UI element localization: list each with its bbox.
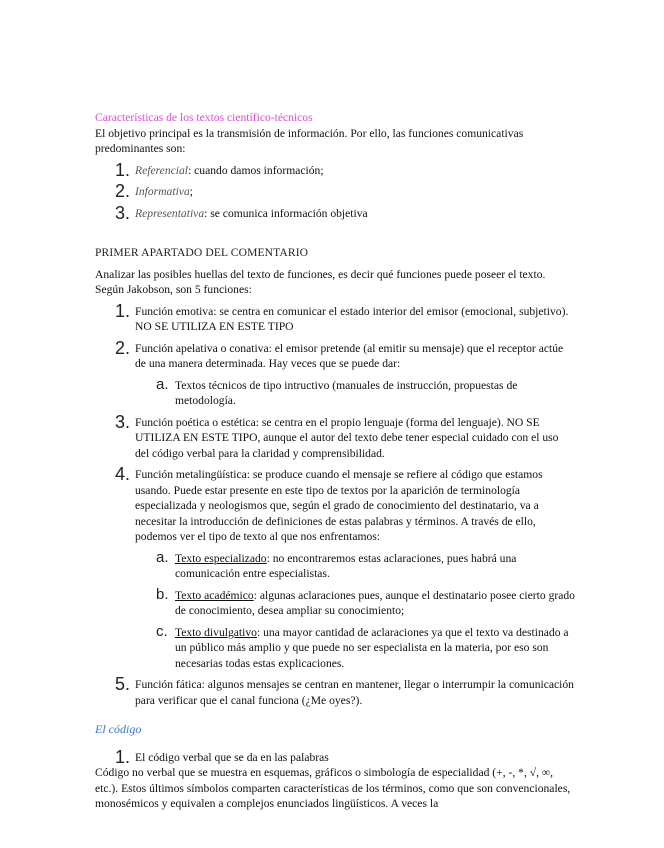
list-text: Función metalingüística: se produce cuando el mensaje se refiere al código que estamos usando. Puede estar presente en este tipo de textos por la aparición de terminología especializada y neologismos que, según el grado de conocimiento del destinatario, va a necesitar la introducción de definiciones de estas palabras y términos. A través de ello, podemos ver el tipo de texto al que nos enfrentamos:	[135, 468, 543, 543]
list-text: Función fática: algunos mensajes se centran en mantener, llegar o interrumpir la comunicación para verificar que el canal funciona (¿Me oyes?).	[135, 678, 574, 707]
list-number: 5.	[115, 674, 131, 694]
sub-list-letter: b.	[156, 585, 169, 603]
list-number: 2.	[115, 337, 131, 358]
sub-list-letter: a.	[156, 375, 169, 393]
section-intro: Analizar las posibles huellas del texto de funciones, es decir qué funciones puede poseer el texto. Según Jakobson, son 5 funciones:	[95, 267, 546, 296]
list-term: Representativa	[135, 206, 205, 220]
sub-list-letter: c.	[156, 622, 168, 640]
list-text: Función emotiva: se centra en comunicar el estado interior del emisor (emocional, subjetivo). NO SE UTILIZA EN ESTE TIPO	[135, 304, 569, 333]
list-number: 1.	[115, 300, 131, 321]
sub-list-term: Texto especializado	[175, 551, 267, 565]
list-text: ;	[189, 185, 193, 198]
document-body	[95, 110, 575, 812]
list-number: 2.	[115, 181, 131, 201]
list-item	[95, 746, 575, 767]
body-paragraph: Código no verbal que se muestra en esquemas, gráficos o simbología de especialidad (+, -, *, √, ∞, etc.). Estos últimos símbolos comparten características de los términos, como que son convencionales, monosémicos y equivalen a complejos enunciados lingüísticos. A veces la	[95, 766, 571, 810]
list-number: 4.	[115, 464, 131, 484]
list-item	[95, 337, 575, 372]
numbered-list	[95, 300, 575, 709]
numbered-list	[95, 746, 575, 767]
list-item	[95, 411, 575, 462]
sub-list-letter: a.	[156, 548, 169, 566]
sub-list-text: : una mayor cantidad de aclaraciones ya que el texto va destinado a un público más amplio y que puede no ser especialista en la materia, por eso son necesarias todas estas explicaciones.	[175, 625, 569, 670]
list-number: 1.	[115, 159, 131, 180]
list-item	[95, 181, 575, 201]
list-item	[95, 300, 575, 335]
list-item	[95, 674, 575, 708]
list-number: 1.	[115, 746, 131, 767]
section-title-code: El código	[95, 722, 142, 736]
sub-list-term: Texto divulgativo	[175, 625, 257, 639]
sub-list-item	[95, 548, 575, 582]
sub-list-item	[95, 585, 575, 619]
list-number: 3.	[115, 202, 131, 223]
list-text: Función poética o estética: se centra en el propio lenguaje (forma del lenguaje). NO SE UTILIZA EN ESTE TIPO, aunque el autor del texto debe tener especial cuidado con el uso del código verbal para la claridad y comprensibilidad.	[135, 415, 559, 460]
list-text: : cuando damos información;	[188, 163, 324, 177]
list-text: Función apelativa o conativa: el emisor pretende (al emitir su mensaje) que el receptor actúe de una manera determinada. Hay veces que se puede dar:	[135, 341, 564, 370]
numbered-list	[95, 159, 575, 223]
list-term: Informativa	[135, 185, 190, 198]
section-title-first-part: PRIMER APARTADO DEL COMENTARIO	[95, 246, 309, 259]
list-number: 3.	[115, 411, 131, 432]
section-title-characteristics: Características de los textos científico-técnicos	[95, 111, 313, 124]
list-item	[95, 202, 575, 223]
list-item	[95, 159, 575, 180]
sub-list-term: Texto académico	[175, 588, 254, 602]
list-term: Referencial	[135, 163, 189, 177]
sub-list-text: Textos técnicos de tipo intructivo (manuales de instrucción, propuestas de metodología.	[175, 378, 518, 407]
sub-list-item	[95, 375, 575, 409]
list-text: El código verbal que se da en las palabras	[135, 750, 329, 764]
list-item	[95, 464, 575, 545]
sub-list-item	[95, 622, 575, 672]
sub-list-text: : no encontraremos estas aclaraciones, pues habrá una comunicación entre especialistas.	[175, 551, 517, 580]
sub-list-text: : algunas aclaraciones pues, aunque el destinatario posee cierto grado de conocimiento, desea ampliar su conocimiento;	[175, 588, 575, 617]
list-text: : se comunica información objetiva	[204, 206, 368, 220]
section-intro: El objetivo principal es la transmisión de información. Por ello, las funciones comunicativas predominantes son:	[95, 126, 524, 155]
